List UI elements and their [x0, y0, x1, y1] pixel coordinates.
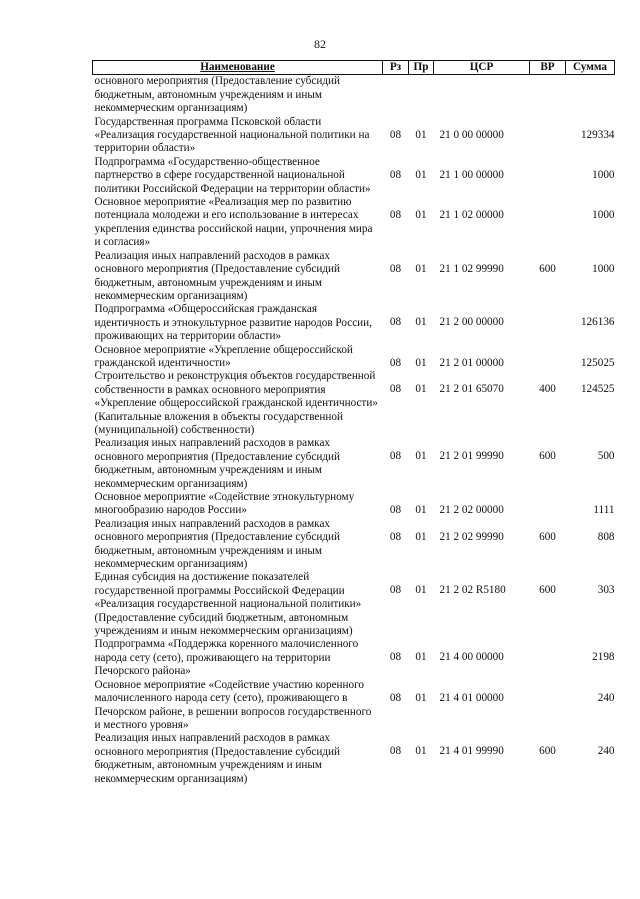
cell-rz: 08	[389, 209, 402, 222]
cell-name: Реализация иных направлений расходов в рамках основного мероприятия (Предоставление субсидий бюджетным, автономным учреждениям и иным некоммерческим организациям)	[94, 437, 340, 490]
table-row	[93, 75, 615, 116]
cell-rz: 08	[389, 356, 402, 369]
table-row	[93, 303, 615, 343]
cell-name: Основное мероприятие «Укрепление общероссийской гражданской идентичности»	[94, 343, 353, 369]
cell-vr	[530, 491, 566, 518]
cell-rz: 08	[389, 316, 402, 329]
cell-vr	[530, 303, 566, 343]
cell-sum: 129334	[580, 128, 615, 141]
header-csr: ЦСР	[434, 61, 530, 75]
cell-sum: 240	[597, 691, 615, 704]
header-pr: Пр	[409, 61, 434, 75]
table-body	[93, 75, 615, 786]
cell-vr	[530, 344, 566, 371]
table-header	[93, 61, 615, 75]
cell-rz: 08	[389, 262, 402, 275]
cell-name: Государственная программа Псковской области «Реализация государственной национальной политики на территории области»	[94, 115, 370, 155]
cell-name: Единая субсидия на достижение показателей государственной программы Российской Федерации «Реализация государственной национальной политики» (Предоставление субсидий бюджетным, автономным учреждениям и иным некоммерческим организациям)	[94, 571, 362, 638]
cell-pr: 01	[415, 262, 427, 275]
cell-name: Основное мероприятие «Реализация мер по развитию потенциала молодежи и его использование в интересах укрепления единства российской нации, упрочнения мира и согласия»	[94, 196, 373, 249]
table-row	[93, 437, 615, 491]
cell-pr: 01	[415, 584, 427, 597]
cell-sum: 1000	[592, 168, 615, 181]
cell-sum: 808	[597, 530, 615, 543]
cell-sum	[566, 75, 615, 116]
cell-name: Основное мероприятие «Содействие этнокультурному многообразию народов России»	[94, 491, 355, 517]
cell-rz: 08	[389, 168, 402, 181]
table-row	[93, 156, 615, 196]
cell-vr	[530, 638, 566, 678]
table-row	[93, 250, 615, 304]
cell-csr: 21 4 00 00000	[439, 651, 504, 664]
cell-vr: 600	[539, 745, 556, 758]
table-row	[93, 491, 615, 518]
cell-sum: 1111	[593, 504, 615, 516]
table-row	[93, 196, 615, 250]
cell-sum: 124525	[580, 383, 615, 396]
cell-name: Строительство и реконструкция объектов государственной собственности в рамках основного мероприятия «Укрепление общероссийской гражданской идентичности» (Капитальные вложения в объекты государственной (муниципальной) собственности)	[94, 370, 378, 436]
cell-sum: 125025	[580, 356, 615, 369]
cell-pr: 01	[415, 209, 427, 222]
cell-vr: 600	[539, 584, 556, 597]
cell-csr: 21 2 02 R5180	[439, 584, 506, 597]
cell-vr	[530, 156, 566, 196]
cell-pr: 01	[415, 168, 427, 181]
cell-csr: 21 2 01 00000	[439, 356, 504, 369]
table-row	[93, 732, 615, 786]
header-vr: ВР	[530, 61, 566, 75]
cell-sum: 500	[597, 450, 615, 463]
cell-name: Подпрограмма «Общероссийская гражданская идентичность и этнокультурное развитие народов России, проживающих на территории области»	[94, 303, 372, 343]
budget-table	[92, 60, 615, 786]
cell-csr: 21 2 00 00000	[439, 316, 504, 329]
cell-csr: 21 4 01 99990	[439, 745, 504, 758]
table-row	[93, 344, 615, 371]
cell-sum: 1000	[592, 209, 615, 222]
cell-csr: 21 0 00 00000	[439, 128, 504, 141]
cell-vr	[530, 679, 566, 733]
cell-csr: 21 2 02 99990	[439, 530, 504, 543]
cell-vr: 600	[539, 262, 556, 275]
cell-rz: 08	[389, 504, 402, 516]
cell-pr: 01	[415, 504, 427, 516]
cell-sum: 2198	[592, 651, 615, 664]
cell-rz: 08	[389, 383, 402, 396]
cell-rz: 08	[389, 450, 402, 463]
table-row	[93, 571, 615, 638]
cell-name: Подпрограмма «Поддержка коренного малочисленного народа сету (сето), проживающего на территории Печорского района»	[94, 638, 359, 678]
cell-name: Реализация иных направлений расходов в рамках основного мероприятия (Предоставление субсидий бюджетным, автономным учреждениям и иным некоммерческим организациям)	[94, 732, 340, 785]
header-name: Наименование	[93, 61, 383, 75]
cell-pr: 01	[415, 691, 427, 704]
table-row	[93, 116, 615, 156]
cell-pr: 01	[415, 530, 427, 543]
cell-csr: 21 2 01 65070	[439, 383, 504, 396]
cell-csr	[434, 75, 530, 116]
cell-vr	[530, 75, 566, 116]
cell-sum: 240	[597, 745, 615, 758]
cell-rz: 08	[389, 128, 402, 141]
cell-vr	[530, 196, 566, 250]
cell-name: Подпрограмма «Государственно-общественное партнерство в сфере государственной национальной политики Российской Федерации на территории области»	[94, 155, 371, 195]
header-rz: Рз	[383, 61, 409, 75]
cell-rz: 08	[389, 530, 402, 543]
cell-rz	[383, 75, 409, 116]
cell-rz: 08	[389, 651, 402, 664]
cell-pr: 01	[415, 450, 427, 463]
cell-vr: 400	[539, 383, 556, 396]
cell-csr: 21 2 01 99990	[439, 450, 504, 463]
header-sum: Сумма	[566, 61, 615, 75]
cell-name: основного мероприятия (Предоставление субсидий бюджетным, автономным учреждениям и иным некоммерческим организациям)	[94, 75, 340, 115]
cell-vr	[530, 116, 566, 156]
cell-csr: 21 2 02 00000	[439, 504, 504, 516]
cell-sum: 303	[597, 584, 615, 597]
cell-rz: 08	[389, 691, 402, 704]
table-row	[93, 638, 615, 678]
cell-pr: 01	[415, 316, 427, 329]
cell-pr: 01	[415, 383, 427, 396]
page-number: 82	[314, 37, 326, 51]
cell-pr: 01	[415, 356, 427, 369]
cell-csr: 21 1 02 00000	[439, 209, 504, 222]
cell-rz: 08	[389, 584, 402, 597]
cell-csr: 21 4 01 00000	[439, 691, 504, 704]
table-row	[93, 370, 615, 437]
cell-pr: 01	[415, 128, 427, 141]
cell-pr	[409, 75, 434, 116]
cell-name: Реализация иных направлений расходов в рамках основного мероприятия (Предоставление субсидий бюджетным, автономным учреждениям и иным некоммерческим организациям)	[94, 249, 340, 302]
cell-vr: 600	[539, 450, 556, 463]
cell-sum: 1000	[592, 262, 615, 275]
cell-csr: 21 1 02 99990	[439, 262, 504, 275]
cell-pr: 01	[415, 651, 427, 664]
cell-csr: 21 1 00 00000	[439, 168, 504, 181]
cell-sum: 126136	[580, 316, 615, 329]
cell-vr: 600	[539, 530, 556, 543]
cell-rz: 08	[389, 745, 402, 758]
table-row	[93, 679, 615, 733]
table-row	[93, 518, 615, 572]
cell-name: Реализация иных направлений расходов в рамках основного мероприятия (Предоставление субсидий бюджетным, автономным учреждениям и иным некоммерческим организациям)	[94, 517, 340, 571]
cell-pr: 01	[415, 745, 427, 758]
cell-name: Основное мероприятие «Содействие участию коренного малочисленного народа сету (сето), проживающего в Печорском районе, в решении вопросов государственного и местного уровня»	[94, 678, 372, 731]
